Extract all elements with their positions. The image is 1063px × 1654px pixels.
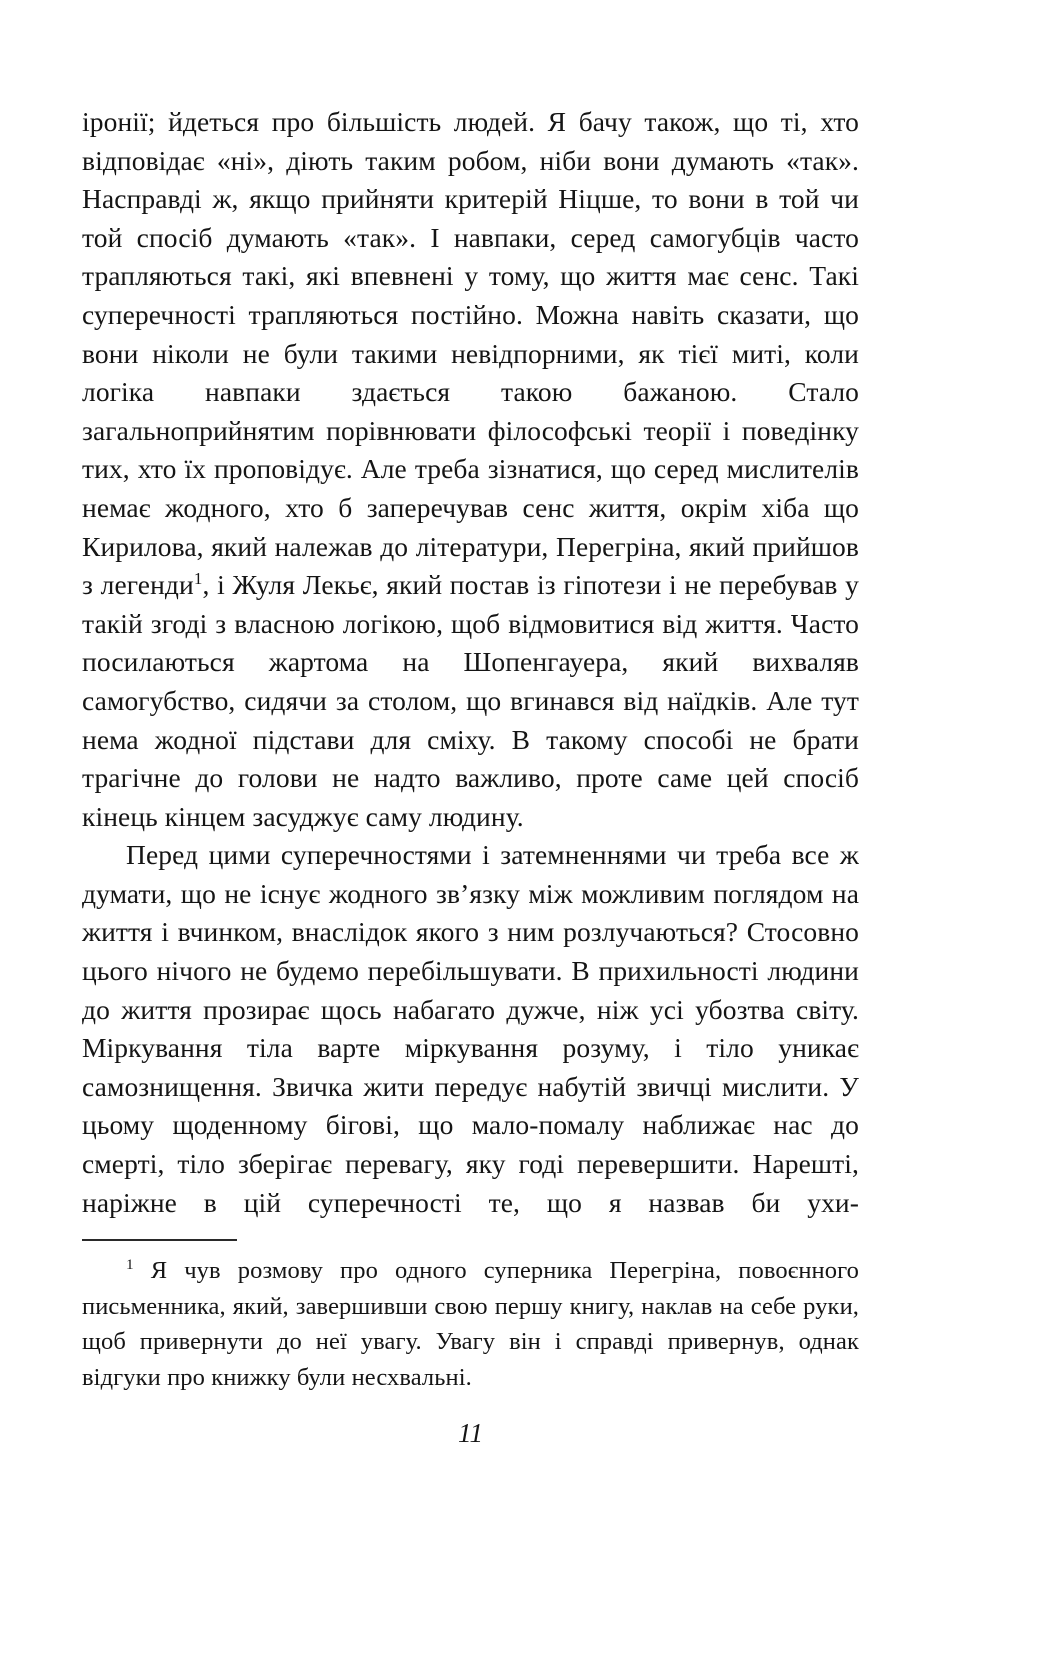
paragraph-2: Перед цими суперечностями і затемненнями чи треба все ж думати, що не існує жодного зв’язку між можливим поглядом на життя і вчинком, внаслідок якого з ним розлучаються? Стосовно цього нічого не будемо перебільшувати. В прихильності людини до життя прозирає щось набагато дужче, ніж усі убозтва світу. Міркування тіла варте міркування розуму, і тіло уникає самознищення. Звичка жити передує набутій звичці мислити. У цьому щоденному бігові, що мало-помалу наближає нас до смерті, тіло зберігає перевагу, яку годі перевершити. Нарешті, наріжне в цій суперечності те, що я назвав би ухи-	[82, 839, 859, 1218]
footnote	[82, 1253, 859, 1395]
footnote-reference-marker: 1	[193, 568, 203, 588]
footnote-body-text: Я чув розмову про одного суперника Перегріна, повоєнного письменника, який, завершивши свою першу книгу, наклав на себе руки, щоб привернути до неї увагу. Увагу він і справді привернув, однак відгуки про книжку були несхвальні.	[82, 1257, 859, 1391]
paragraph-1-text-after-ref: , і Жуля Лекьє, який постав із гіпотези і не перебував у такій згоді з власною логікою, щоб відмовитися від життя. Часто посилаються жартома на Шопенгауера, який вихваляв самогубство, сидячи за столом, що вгинався від наїдків. Але тут нема жодної підстави для сміху. В такому способі не брати трагічне до голови не надто важливо, проте саме цей спосіб кінець кінцем засуджує саму людину.	[82, 569, 859, 832]
footnote-marker: 1	[126, 1256, 134, 1274]
paragraph-1-text-before-ref: іронії; йдеться про більшість людей. Я бачу також, що ті, хто відповідає «ні», діють таким робом, ніби вони думають «так». Насправді ж, якщо прийняти критерій Ніцше, то вони в той чи той спосіб думають «так». І навпаки, серед самогубців часто трапляються такі, які впевнені у тому, що життя має сенс. Такі суперечності трапляються постійно. Можна навіть сказати, що вони ніколи не були такими невідпорними, як тієї миті, коли логіка навпаки здається такою бажаною. Стало загальноприйнятим порівнювати філософські теорії і поведінку тих, хто їх проповідує. Але треба зізнатися, що серед мислителів немає жодного, хто б заперечував сенс життя, окрім хіба що Кирилова, який належав до літератури, Перегріна, який прийшов з легенди	[82, 106, 859, 601]
text-block	[82, 103, 859, 1449]
footnote-separator	[82, 1239, 237, 1241]
page-number: 11	[458, 1418, 483, 1449]
paragraph-1	[82, 103, 859, 836]
